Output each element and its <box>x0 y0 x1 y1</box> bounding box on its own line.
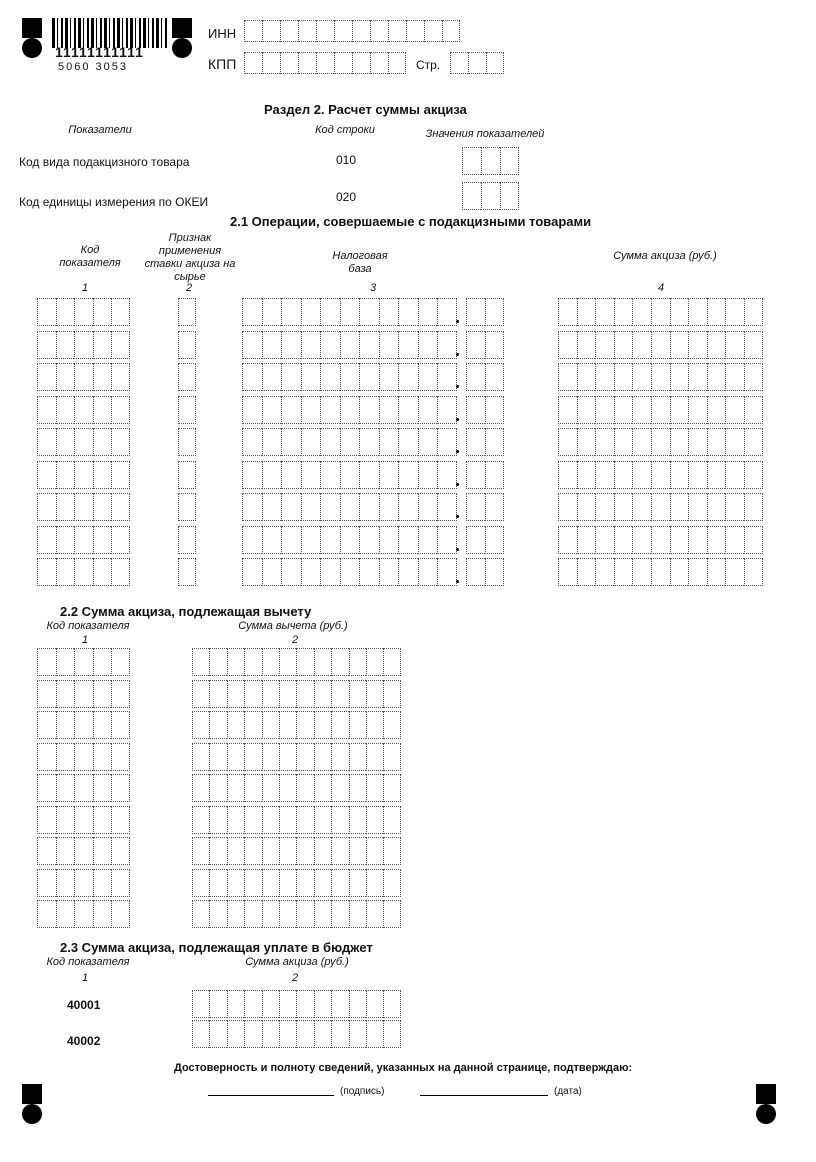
barcode-subnumber: 5060 3053 <box>58 61 128 73</box>
s21-code-field[interactable] <box>37 461 130 489</box>
s23-amount-40001-field[interactable] <box>192 990 401 1018</box>
corner-marker-bottom-right <box>756 1084 776 1124</box>
s22-amount-field[interactable] <box>192 774 401 802</box>
s22-col1-header: Код показателя <box>46 620 130 632</box>
row-excise-type-code: 010 <box>336 153 357 167</box>
s21-amount-field[interactable] <box>558 363 763 391</box>
s21-code-field[interactable] <box>37 558 130 586</box>
s22-amount-field[interactable] <box>192 648 401 676</box>
s22-col2-header: Сумма вычета (руб.) <box>238 620 348 632</box>
s21-col1-header: Код показателя <box>59 244 121 269</box>
s23-col2-num: 2 <box>291 972 299 984</box>
date-line[interactable] <box>420 1094 548 1096</box>
barcode-number: 11111111111 <box>55 44 144 60</box>
s21-base-int-field[interactable] <box>242 363 457 391</box>
page-label: Стр. <box>416 58 441 72</box>
s22-code-field[interactable] <box>37 648 130 676</box>
corner-marker-top-right-barcode <box>172 18 192 58</box>
s22-code-field[interactable] <box>37 711 130 739</box>
s21-col4-header: Сумма акциза (руб.) <box>613 250 717 262</box>
s22-amount-field[interactable] <box>192 900 401 928</box>
signature-caption: (подпись) <box>340 1086 385 1097</box>
s21-decimal-point <box>456 320 459 323</box>
s21-code-field[interactable] <box>37 493 130 521</box>
s21-amount-field[interactable] <box>558 526 763 554</box>
s21-decimal-point <box>456 548 459 551</box>
col-indicator-header: Показатели <box>68 124 132 136</box>
section23-title: 2.3 Сумма акциза, подлежащая уплате в бюджет <box>60 940 373 955</box>
s21-base-int-field[interactable] <box>242 526 457 554</box>
s21-base-int-field[interactable] <box>242 298 457 326</box>
kpp-field[interactable] <box>244 52 406 74</box>
section2-title: Раздел 2. Расчет суммы акциза <box>264 102 467 117</box>
s21-decimal-point <box>456 385 459 388</box>
col-value-header: Значения показателей <box>425 128 545 140</box>
s22-code-field[interactable] <box>37 806 130 834</box>
date-caption: (дата) <box>554 1086 582 1097</box>
s21-code-field[interactable] <box>37 526 130 554</box>
inn-label: ИНН <box>208 26 237 41</box>
confirmation-text: Достоверность и полноту сведений, указанных на данной странице, подтверждаю: <box>174 1062 633 1074</box>
s21-decimal-point <box>456 580 459 583</box>
s21-decimal-point <box>456 483 459 486</box>
s21-sign-field[interactable] <box>178 558 196 586</box>
row-okei-code: 020 <box>336 190 357 204</box>
inn-field[interactable] <box>244 20 460 42</box>
s21-base-dec-field[interactable] <box>466 461 504 489</box>
corner-marker-bottom-left <box>22 1084 42 1124</box>
s21-col3-header: Налоговая база <box>332 250 388 275</box>
s21-base-dec-field[interactable] <box>466 396 504 424</box>
kpp-label: КПП <box>208 56 237 72</box>
s22-code-field[interactable] <box>37 680 130 708</box>
row-excise-type-label: Код вида подакцизного товара <box>19 155 190 169</box>
s21-base-int-field[interactable] <box>242 493 457 521</box>
s22-code-field[interactable] <box>37 869 130 897</box>
s21-code-field[interactable] <box>37 331 130 359</box>
okei-field[interactable] <box>462 182 519 210</box>
s21-col1-num: 1 <box>81 282 89 294</box>
s21-sign-field[interactable] <box>178 298 196 326</box>
s23-col1-header: Код показателя <box>46 956 130 968</box>
s21-decimal-point <box>456 353 459 356</box>
s21-col2-num: 2 <box>185 282 193 294</box>
s22-code-field[interactable] <box>37 837 130 865</box>
s21-code-field[interactable] <box>37 363 130 391</box>
s21-amount-field[interactable] <box>558 493 763 521</box>
s21-col2-header: Признак применения ставки акциза на сырье <box>144 232 236 283</box>
section22-title: 2.2 Сумма акциза, подлежащая вычету <box>60 604 312 619</box>
s21-base-dec-field[interactable] <box>466 331 504 359</box>
s21-base-int-field[interactable] <box>242 396 457 424</box>
s21-base-dec-field[interactable] <box>466 298 504 326</box>
s23-col1-num: 1 <box>81 972 89 984</box>
s21-amount-field[interactable] <box>558 428 763 456</box>
s21-decimal-point <box>456 515 459 518</box>
s21-base-int-field[interactable] <box>242 428 457 456</box>
s22-amount-field[interactable] <box>192 806 401 834</box>
s21-base-int-field[interactable] <box>242 461 457 489</box>
s21-amount-field[interactable] <box>558 331 763 359</box>
s21-code-field[interactable] <box>37 396 130 424</box>
s21-base-int-field[interactable] <box>242 558 457 586</box>
s22-amount-field[interactable] <box>192 680 401 708</box>
s22-col2-num: 2 <box>291 634 299 646</box>
s21-base-int-field[interactable] <box>242 331 457 359</box>
s22-code-field[interactable] <box>37 900 130 928</box>
s21-sign-field[interactable] <box>178 493 196 521</box>
s21-code-field[interactable] <box>37 428 130 456</box>
corner-marker-top-left <box>22 18 42 58</box>
s21-sign-field[interactable] <box>178 363 196 391</box>
s21-col4-num: 4 <box>657 282 665 294</box>
s21-col3-num: 3 <box>369 282 377 294</box>
s21-amount-field[interactable] <box>558 396 763 424</box>
s21-sign-field[interactable] <box>178 331 196 359</box>
s22-amount-field[interactable] <box>192 837 401 865</box>
s22-amount-field[interactable] <box>192 869 401 897</box>
s21-sign-field[interactable] <box>178 526 196 554</box>
s23-code-40002: 40002 <box>67 1034 101 1048</box>
section21-title: 2.1 Операции, совершаемые с подакцизными товарами <box>230 214 592 229</box>
s22-code-field[interactable] <box>37 774 130 802</box>
s21-amount-field[interactable] <box>558 461 763 489</box>
s21-base-dec-field[interactable] <box>466 526 504 554</box>
s21-sign-field[interactable] <box>178 461 196 489</box>
s21-sign-field[interactable] <box>178 396 196 424</box>
s21-amount-field[interactable] <box>558 558 763 586</box>
excise-type-field[interactable] <box>462 147 519 175</box>
s22-amount-field[interactable] <box>192 743 401 771</box>
s22-col1-num: 1 <box>81 634 89 646</box>
signature-line[interactable] <box>208 1094 334 1096</box>
col-line-code-header: Код строки <box>315 124 375 136</box>
s23-code-40001: 40001 <box>67 998 101 1012</box>
s21-base-dec-field[interactable] <box>466 493 504 521</box>
s21-decimal-point <box>456 450 459 453</box>
s21-base-dec-field[interactable] <box>466 363 504 391</box>
s22-code-field[interactable] <box>37 743 130 771</box>
s21-decimal-point <box>456 418 459 421</box>
s21-base-dec-field[interactable] <box>466 558 504 586</box>
s23-amount-40002-field[interactable] <box>192 1020 401 1048</box>
s21-base-dec-field[interactable] <box>466 428 504 456</box>
s21-code-field[interactable] <box>37 298 130 326</box>
s21-sign-field[interactable] <box>178 428 196 456</box>
page-number-field[interactable] <box>450 52 504 74</box>
s21-amount-field[interactable] <box>558 298 763 326</box>
row-okei-label: Код единицы измерения по ОКЕИ <box>19 195 209 209</box>
s22-amount-field[interactable] <box>192 711 401 739</box>
s23-col2-header: Сумма акциза (руб.) <box>245 956 349 968</box>
